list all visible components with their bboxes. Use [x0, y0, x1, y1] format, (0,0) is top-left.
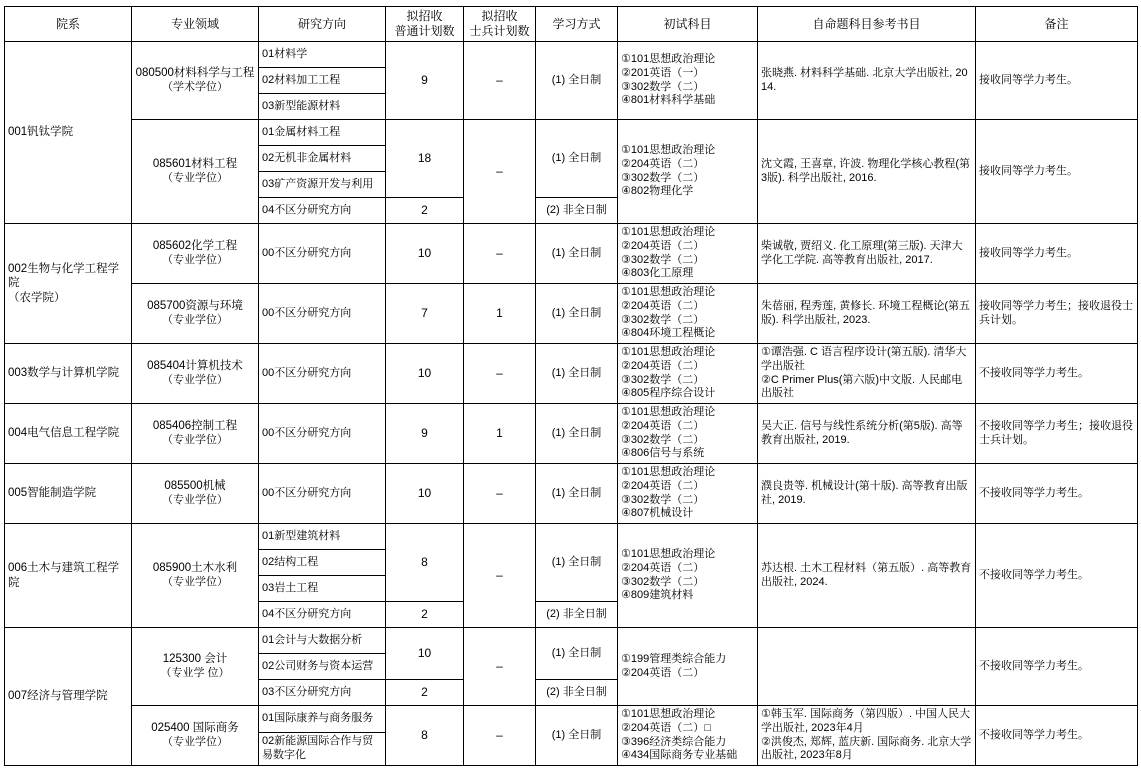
- cell-remark: 不接收同等学力考生。: [976, 524, 1138, 628]
- exam-subject-item: ①101思想政治理论: [621, 548, 716, 560]
- col-header-exam-subjects: 初试科目: [618, 7, 758, 42]
- exam-subject-item: ①101思想政治理论: [621, 144, 716, 156]
- cell-study-mode: (1) 全日制: [536, 464, 618, 524]
- cell-direction: 00不区分研究方向: [259, 344, 386, 404]
- cell-plan-soldier: 1: [464, 284, 536, 344]
- cell-plan-normal: 10: [386, 224, 464, 284]
- exam-subject-item: ①101思想政治理论: [621, 286, 716, 298]
- cell-study-mode: (1) 全日制: [536, 120, 618, 198]
- cell-exam-subjects: [618, 524, 758, 628]
- col-header-plan-normal-line1: 拟招收: [406, 9, 443, 23]
- cell-direction: 01材料学: [259, 42, 386, 68]
- cell-plan-soldier: –: [464, 344, 536, 404]
- col-header-direction: 研究方向: [259, 7, 386, 42]
- cell-study-mode: (1) 全日制: [536, 404, 618, 464]
- major-code-name: 085406控制工程: [152, 420, 238, 433]
- table-row: [5, 706, 1138, 733]
- table-row: [5, 628, 1138, 654]
- cell-plan-soldier: 1: [464, 404, 536, 464]
- cell-study-mode: (1) 全日制: [536, 524, 618, 602]
- reference-book-item: ①韩玉军. 国际商务（第四版）. 中国人民大学出版社, 2023年4月: [761, 708, 971, 734]
- table-row: [5, 464, 1138, 524]
- cell-reference-books: 柴诚敬, 贾绍义. 化工原理(第三版). 天津大学化工学院. 高等教育出版社, 2017.: [758, 224, 976, 284]
- exam-subject-item: ③302数学（二）: [621, 493, 705, 506]
- col-header-remark: 备注: [976, 7, 1138, 42]
- cell-plan-soldier: –: [464, 706, 536, 766]
- cell-direction: 01国际康养与商务服务: [259, 706, 386, 733]
- exam-subject-item: ④804环境工程概论: [621, 327, 716, 340]
- cell-plan-soldier: –: [464, 224, 536, 284]
- cell-study-mode: (1) 全日制: [536, 628, 618, 680]
- cell-plan-normal: 10: [386, 464, 464, 524]
- cell-major: [132, 284, 259, 344]
- exam-subject-item: ②204英语（二）: [621, 666, 705, 679]
- cell-reference-books: 沈文霞, 王喜章, 许波. 物理化学核心教程(第3版). 科学出版社, 2016.: [758, 120, 976, 224]
- cell-major: [132, 42, 259, 120]
- cell-reference-books: 濮良贵等. 机械设计(第十版). 高等教育出版社, 2019.: [758, 464, 976, 524]
- cell-reference-books: [758, 344, 976, 404]
- exam-subject-item: ②204英语（二）: [621, 239, 705, 252]
- cell-major: [132, 628, 259, 706]
- cell-major: [132, 224, 259, 284]
- cell-exam-subjects: [618, 464, 758, 524]
- cell-direction: 02公司财务与资本运营: [259, 654, 386, 680]
- exam-subject-item: ④434国际商务专业基础: [621, 749, 738, 762]
- cell-department: [5, 224, 132, 344]
- cell-plan-normal-extra: 2: [386, 680, 464, 706]
- exam-subject-item: ①101思想政治理论: [621, 53, 716, 65]
- exam-subject-item: ②204英语（二）: [621, 299, 705, 312]
- cell-plan-soldier: –: [464, 120, 536, 224]
- cell-exam-subjects: [618, 224, 758, 284]
- reference-book-item: ①谭浩强. C 语言程序设计(第五版). 清华大学出版社: [761, 346, 967, 372]
- exam-subject-item: ④803化工原理: [621, 267, 694, 280]
- exam-subject-item: ①199管理类综合能力: [621, 652, 727, 665]
- exam-subject-item: ③302数学（二）: [621, 575, 705, 588]
- cell-exam-subjects: [618, 42, 758, 120]
- cell-exam-subjects: [618, 120, 758, 224]
- major-code-name: 125300 会计: [162, 653, 228, 666]
- cell-study-mode: (1) 全日制: [536, 224, 618, 284]
- exam-subject-item: ④802物理化学: [621, 185, 694, 198]
- reference-book-item: ②C Primer Plus(第六版)中文版. 人民邮电出版社: [761, 373, 963, 400]
- cell-direction: 00不区分研究方向: [259, 464, 386, 524]
- cell-exam-subjects: [618, 404, 758, 464]
- department-line2: （农学院）: [8, 291, 66, 304]
- cell-direction: 01新型建筑材料: [259, 524, 386, 550]
- cell-remark: 不接收同等学力考生。: [976, 344, 1138, 404]
- cell-department: 003数学与计算机学院: [5, 344, 132, 404]
- exam-subject-item: ①101思想政治理论: [621, 346, 716, 358]
- cell-department: 007经济与管理学院: [5, 628, 132, 766]
- cell-remark: 接收同等学力考生。: [976, 224, 1138, 284]
- cell-reference-books: [758, 706, 976, 766]
- department-line1: 002生物与化学工程学院: [8, 262, 120, 290]
- cell-study-mode: (1) 全日制: [536, 42, 618, 120]
- cell-remark: 不接收同等学力考生。: [976, 628, 1138, 706]
- cell-major: [132, 524, 259, 628]
- cell-plan-normal: 7: [386, 284, 464, 344]
- major-degree-type: （学术学位）: [162, 80, 228, 93]
- table-header: [5, 7, 1138, 42]
- cell-direction: 03岩土工程: [259, 576, 386, 602]
- admissions-table: [4, 6, 1138, 766]
- cell-direction: 02结构工程: [259, 550, 386, 576]
- major-degree-type: （专业学位）: [162, 575, 228, 588]
- major-degree-type: （专业学 位）: [160, 666, 230, 679]
- cell-remark: 不接收同等学力考生。: [976, 464, 1138, 524]
- cell-direction: 02新能源国际合作与贸易数字化: [259, 732, 386, 765]
- major-degree-type: （专业学位）: [162, 373, 228, 386]
- exam-subject-item: ②201英语（一）: [621, 66, 705, 79]
- exam-subject-item: ③302数学（二）: [621, 80, 705, 93]
- cell-direction: 00不区分研究方向: [259, 284, 386, 344]
- exam-subject-item: ②204英语（二）: [621, 479, 705, 492]
- cell-direction: 00不区分研究方向: [259, 404, 386, 464]
- table-row: [5, 284, 1138, 344]
- cell-plan-normal: 18: [386, 120, 464, 198]
- cell-plan-normal-extra: 2: [386, 602, 464, 628]
- cell-reference-books: 吴大正. 信号与线性系统分析(第5版). 高等教育出版社, 2019.: [758, 404, 976, 464]
- major-degree-type: （专业学位）: [162, 313, 228, 326]
- cell-remark: 接收同等学力考生。: [976, 42, 1138, 120]
- exam-subject-item: ③396经济类综合能力: [621, 735, 727, 748]
- exam-subject-item: ②204英语（二）: [621, 157, 705, 170]
- cell-major: [132, 464, 259, 524]
- cell-reference-books: 朱蓓丽, 程秀莲, 黄修长. 环境工程概论(第五版). 科学出版社, 2023.: [758, 284, 976, 344]
- cell-plan-soldier: –: [464, 464, 536, 524]
- cell-plan-normal: 8: [386, 524, 464, 602]
- cell-study-mode: (2) 非全日制: [536, 198, 618, 224]
- col-header-plan-soldier: [464, 7, 536, 42]
- exam-subject-item: ④809建筑材料: [621, 589, 694, 602]
- major-degree-type: （专业学位）: [162, 171, 228, 184]
- header-row: [5, 7, 1138, 42]
- table-row: [5, 120, 1138, 146]
- cell-direction: 01金属材料工程: [259, 120, 386, 146]
- cell-remark: 接收同等学力考生。: [976, 120, 1138, 224]
- cell-direction: 04不区分研究方向: [259, 198, 386, 224]
- cell-remark: 接收同等学力考生；接收退役士兵计划。: [976, 284, 1138, 344]
- table-row: [5, 344, 1138, 404]
- major-code-name: 085601材料工程: [152, 158, 238, 171]
- cell-remark: 不接收同等学力考生；接收退役士兵计划。: [976, 404, 1138, 464]
- cell-major: [132, 706, 259, 766]
- cell-study-mode: (1) 全日制: [536, 284, 618, 344]
- exam-subject-item: ④805程序综合设计: [621, 387, 716, 400]
- cell-study-mode: (1) 全日制: [536, 706, 618, 766]
- major-code-name: 080500材料科学与工程: [135, 67, 255, 80]
- cell-remark: 不接收同等学力考生。: [976, 706, 1138, 766]
- exam-subject-item: ②204英语（二）: [621, 561, 705, 574]
- major-code-name: 085500机械: [164, 480, 226, 493]
- major-degree-type: （专业学位）: [162, 493, 228, 506]
- major-degree-type: （专业学位）: [162, 735, 228, 748]
- cell-direction: 02材料加工工程: [259, 68, 386, 94]
- exam-subject-item: ②204英语（二）: [621, 359, 705, 372]
- cell-exam-subjects: [618, 284, 758, 344]
- major-code-name: 085700资源与环境: [147, 300, 243, 313]
- exam-subject-item: ①101思想政治理论: [621, 226, 716, 238]
- cell-direction: 03矿产资源开发与利用: [259, 172, 386, 198]
- reference-book-item: ②洪俊杰, 郑辉, 蓝庆新. 国际商务. 北京大学出版社, 2023年8月: [761, 735, 972, 762]
- cell-reference-books: 张晓燕. 材料科学基础. 北京大学出版社, 2014.: [758, 42, 976, 120]
- cell-direction: 03新型能源材料: [259, 94, 386, 120]
- exam-subject-item: ③302数学（二）: [621, 313, 705, 326]
- cell-plan-normal: 10: [386, 344, 464, 404]
- cell-study-mode: (2) 非全日制: [536, 680, 618, 706]
- exam-subject-item: ①101思想政治理论: [621, 466, 716, 478]
- exam-subject-item: ③302数学（二）: [621, 171, 705, 184]
- major-code-name: 025400 国际商务: [151, 722, 239, 735]
- cell-plan-normal-extra: 2: [386, 198, 464, 224]
- cell-major: [132, 344, 259, 404]
- cell-direction: 02无机非金属材料: [259, 146, 386, 172]
- cell-plan-normal: 9: [386, 42, 464, 120]
- table-row: [5, 224, 1138, 284]
- exam-subject-item: ④801材料科学基础: [621, 94, 716, 107]
- exam-subject-item: ④806信号与系统: [621, 447, 705, 460]
- exam-subject-item: ①101思想政治理论: [621, 708, 716, 720]
- cell-direction: 01会计与大数据分析: [259, 628, 386, 654]
- col-header-reference-books: 自命题科目参考书目: [758, 7, 976, 42]
- table-row: [5, 524, 1138, 550]
- cell-plan-normal: 9: [386, 404, 464, 464]
- cell-department: 006土木与建筑工程学院: [5, 524, 132, 628]
- exam-subject-item: ③302数学（二）: [621, 373, 705, 386]
- cell-plan-soldier: –: [464, 628, 536, 706]
- major-degree-type: （专业学位）: [162, 433, 228, 446]
- exam-subject-item: ②204英语（二）□: [621, 721, 711, 734]
- exam-subject-item: ③302数学（二）: [621, 253, 705, 266]
- cell-major: [132, 120, 259, 224]
- exam-subject-item: ②204英语（二）: [621, 419, 705, 432]
- cell-department: 001钒钛学院: [5, 42, 132, 224]
- table-row: [5, 404, 1138, 464]
- col-header-plan-normal: [386, 7, 464, 42]
- cell-direction: 04不区分研究方向: [259, 602, 386, 628]
- cell-direction: 03不区分研究方向: [259, 680, 386, 706]
- cell-major: [132, 404, 259, 464]
- col-header-major: 专业领域: [132, 7, 259, 42]
- major-code-name: 085900土木水利: [152, 562, 238, 575]
- major-degree-type: （专业学位）: [162, 253, 228, 266]
- cell-direction: 00不区分研究方向: [259, 224, 386, 284]
- cell-plan-soldier: –: [464, 524, 536, 628]
- cell-exam-subjects: [618, 628, 758, 706]
- cell-study-mode: (1) 全日制: [536, 344, 618, 404]
- exam-subject-item: ①101思想政治理论: [621, 406, 716, 418]
- col-header-plan-soldier-line2: 士兵计划数: [469, 24, 530, 38]
- cell-department: 004电气信息工程学院: [5, 404, 132, 464]
- cell-plan-normal: 10: [386, 628, 464, 680]
- cell-exam-subjects: [618, 344, 758, 404]
- col-header-plan-normal-line2: 普通计划数: [394, 24, 455, 38]
- cell-exam-subjects: [618, 706, 758, 766]
- exam-subject-item: ③302数学（二）: [621, 433, 705, 446]
- cell-plan-normal: 8: [386, 706, 464, 766]
- major-code-name: 085404计算机技术: [147, 360, 243, 373]
- exam-subject-item: ④807机械设计: [621, 507, 694, 520]
- table-row: [5, 42, 1138, 68]
- cell-reference-books: 苏达根. 土木工程材料（第五版）. 高等教育出版社, 2024.: [758, 524, 976, 628]
- cell-study-mode: (2) 非全日制: [536, 602, 618, 628]
- cell-department: 005智能制造学院: [5, 464, 132, 524]
- table-body: [5, 42, 1138, 766]
- col-header-study-mode: 学习方式: [536, 7, 618, 42]
- cell-reference-books: [758, 628, 976, 706]
- major-code-name: 085602化学工程: [152, 240, 238, 253]
- col-header-plan-soldier-line1: 拟招收: [481, 9, 518, 23]
- col-header-department: 院系: [5, 7, 132, 42]
- cell-plan-soldier: –: [464, 42, 536, 120]
